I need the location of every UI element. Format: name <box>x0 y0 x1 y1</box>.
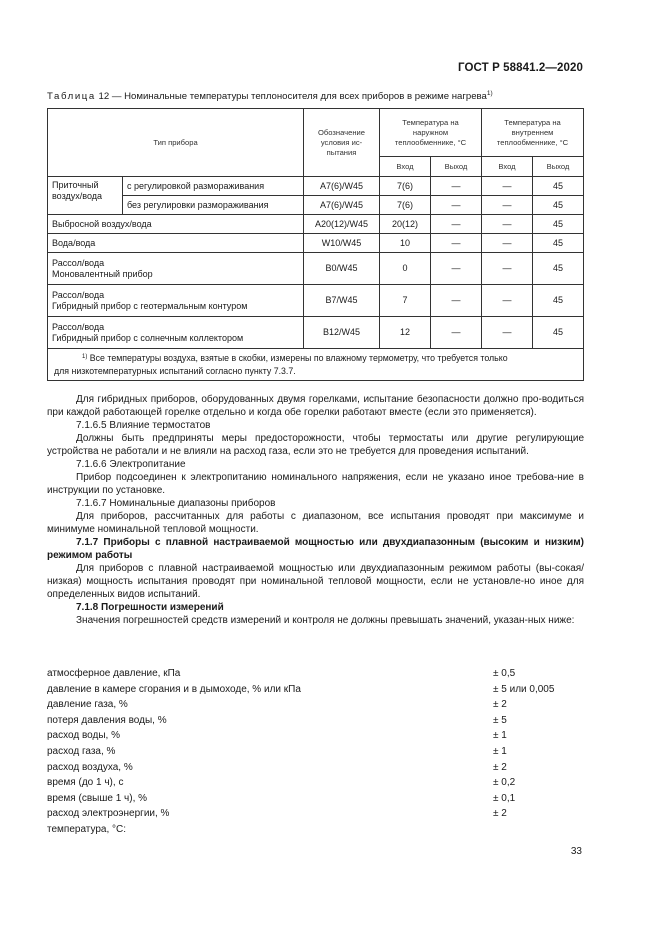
param-label: расход электроэнергии, % <box>47 808 170 820</box>
section-heading: 7.1.6.6 Электропитание <box>76 459 186 470</box>
row-type <box>48 285 304 317</box>
paragraph: Для приборов, рассчитанных для работы с диапазоном, все испытания проводят при максимуме и минимуме номинальной тепловой мощности. <box>47 511 584 535</box>
row-indoor-inlet: — <box>482 177 533 196</box>
page-number: 33 <box>570 846 582 857</box>
header-indoor-temperature: Температура на внутреннем теплообменнике, °С <box>482 109 584 157</box>
param-label: температура, °С: <box>47 823 127 835</box>
param-label: расход воздуха, % <box>47 761 133 773</box>
list-item <box>47 775 584 791</box>
param-value: ± 5 или 0,005 <box>493 683 555 695</box>
table-caption-prefix: Таблица <box>47 91 96 102</box>
row-indoor-outlet: 45 <box>533 285 584 317</box>
row-indoor-inlet: — <box>482 253 533 285</box>
row-outdoor-outlet: — <box>431 317 482 349</box>
param-value: ± 1 <box>493 730 507 742</box>
row-type <box>48 253 304 285</box>
param-label: давление газа, % <box>47 699 128 711</box>
header-designation: Обозначение условия ис-пытания <box>304 109 380 177</box>
header-outdoor-inlet: Вход <box>380 157 431 177</box>
param-label: время (до 1 ч), с <box>47 777 124 789</box>
row-indoor-outlet: 45 <box>533 234 584 253</box>
table-row <box>48 196 584 215</box>
row-type-main: Приточный воздух/вода <box>48 177 123 215</box>
row-type: Выбросной воздух/вода <box>48 215 304 234</box>
row-indoor-inlet: — <box>482 317 533 349</box>
row-outdoor-outlet: — <box>431 234 482 253</box>
table-row <box>48 285 584 317</box>
tolerance-list <box>47 666 584 838</box>
list-item <box>47 666 584 682</box>
param-value: ± 2 <box>493 761 507 773</box>
param-value: ± 2 <box>493 808 507 820</box>
list-item <box>47 822 584 838</box>
row-indoor-inlet: — <box>482 215 533 234</box>
header-device-type: Тип прибора <box>48 109 304 177</box>
row-outdoor-outlet: — <box>431 177 482 196</box>
row-type-line1: Рассол/вода <box>52 289 105 300</box>
table-row <box>48 177 584 196</box>
row-indoor-outlet: 45 <box>533 317 584 349</box>
row-outdoor-outlet: — <box>431 253 482 285</box>
row-designation: A20(12)/W45 <box>304 215 380 234</box>
row-indoor-outlet: 45 <box>533 215 584 234</box>
table-caption-footnote-mark: 1) <box>486 90 493 97</box>
row-outdoor-outlet: — <box>431 196 482 215</box>
row-outdoor-inlet: 20(12) <box>380 215 431 234</box>
row-indoor-outlet: 45 <box>533 253 584 285</box>
table-row <box>48 215 584 234</box>
row-outdoor-outlet: — <box>431 285 482 317</box>
param-label: расход газа, % <box>47 745 116 757</box>
row-type-line2: Гибридный прибор с геотермальным контуром <box>52 300 248 311</box>
param-label: время (свыше 1 ч), % <box>47 792 148 804</box>
section-heading: 7.1.6.5 Влияние термостатов <box>76 420 211 431</box>
param-label: давление в камере сгорания и в дымоходе, % или кПа <box>47 683 301 695</box>
row-type-sub: с регулировкой размораживания <box>123 177 304 196</box>
param-value: ± 0,2 <box>493 777 516 789</box>
row-indoor-inlet: — <box>482 196 533 215</box>
list-item <box>47 682 584 698</box>
row-outdoor-outlet: — <box>431 215 482 234</box>
row-outdoor-inlet: 7(6) <box>380 177 431 196</box>
body-text <box>47 393 584 627</box>
row-indoor-outlet: 45 <box>533 196 584 215</box>
row-designation: A7(6)/W45 <box>304 177 380 196</box>
param-value: ± 0,1 <box>493 792 516 804</box>
row-outdoor-inlet: 0 <box>380 253 431 285</box>
row-type-line2: Моновалентный прибор <box>52 268 153 279</box>
row-outdoor-inlet: 12 <box>380 317 431 349</box>
section-heading: 7.1.6.7 Номинальные диапазоны приборов <box>76 498 276 509</box>
list-item <box>47 728 584 744</box>
row-designation: B12/W45 <box>304 317 380 349</box>
row-type-line2: Гибридный прибор с солнечным коллектором <box>52 332 244 343</box>
table-footnote <box>48 349 584 381</box>
header-indoor-outlet: Выход <box>533 157 584 177</box>
param-label: атмосферное давление, кПа <box>47 668 181 679</box>
list-item <box>47 713 584 729</box>
row-indoor-inlet: — <box>482 234 533 253</box>
row-designation: W10/W45 <box>304 234 380 253</box>
row-outdoor-inlet: 7 <box>380 285 431 317</box>
row-type-sub: без регулировки размораживания <box>123 196 304 215</box>
footnote-line1: Все температуры воздуха, взятые в скобки, измерены по влажному термометру, что требуется только <box>87 353 508 363</box>
table-row <box>48 253 584 285</box>
row-type: Вода/вода <box>48 234 304 253</box>
param-value: ± 1 <box>493 745 507 757</box>
row-designation: A7(6)/W45 <box>304 196 380 215</box>
param-value: ± 2 <box>493 699 507 711</box>
section-heading: 7.1.8 Погрешности измерений <box>76 602 224 613</box>
row-designation: B0/W45 <box>304 253 380 285</box>
row-type-line1: Рассол/вода <box>52 257 105 268</box>
param-label: потеря давления воды, % <box>47 714 167 726</box>
row-designation: B7/W45 <box>304 285 380 317</box>
paragraph: Значения погрешностей средств измерений и контроля не должны превышать значений, указан-ных ниже: <box>76 615 575 626</box>
header-outdoor-outlet: Выход <box>431 157 482 177</box>
table-row <box>48 317 584 349</box>
list-item <box>47 760 584 776</box>
paragraph: Для гибридных приборов, оборудованных двумя горелками, испытание безопасности должно про-водиться при каждой работающей горелке отдельно и когда обе горелки работают вместе (если это применяется). <box>47 394 584 418</box>
row-indoor-inlet: — <box>482 285 533 317</box>
list-item <box>47 697 584 713</box>
document-standard-number: ГОСТ Р 58841.2—2020 <box>458 62 583 74</box>
paragraph: Для приборов с плавной настраиваемой мощностью или двухдиапазонным режимом работы (вы-сокая/низкая) мощность испытания проводят при номинальной тепловой мощности, если не установле-но иное для определенных видов испытаний. <box>47 563 584 600</box>
table-caption-text: 12 — Номинальные температуры теплоносителя для всех приборов в режиме нагрева <box>95 91 487 102</box>
row-indoor-outlet: 45 <box>533 177 584 196</box>
row-outdoor-inlet: 10 <box>380 234 431 253</box>
header-outdoor-temperature: Температура на наружном теплообменнике, °С <box>380 109 482 157</box>
param-label: расход воды, % <box>47 730 120 742</box>
footnote-mark: 1) <box>82 354 88 360</box>
paragraph: Прибор подсоединен к электропитанию номинального напряжения, если не указано иное требова-ние в инструкции по установке. <box>47 472 584 496</box>
footnote-line2: для низкотемпературных испытаний согласно пункту 7.3.7. <box>54 366 296 376</box>
list-item <box>47 806 584 822</box>
table-caption <box>47 90 493 102</box>
param-value: ± 5 <box>493 714 507 726</box>
list-item <box>47 744 584 760</box>
section-heading: 7.1.7 Приборы с плавной настраиваемой мощностью или двухдиапазонным (высоким и низким) режимом работы <box>47 537 584 561</box>
row-type-line1: Рассол/вода <box>52 321 105 332</box>
row-type <box>48 317 304 349</box>
header-indoor-inlet: Вход <box>482 157 533 177</box>
param-value: ± 0,5 <box>493 668 516 679</box>
temperature-table <box>47 108 584 381</box>
row-outdoor-inlet: 7(6) <box>380 196 431 215</box>
table-row <box>48 234 584 253</box>
paragraph: Должны быть предприняты меры предосторожности, чтобы термостаты или другие регулирующие устройства не работали и не влияли на расход газа, если это не требуется для проведения испытаний. <box>47 433 584 457</box>
list-item <box>47 791 584 807</box>
